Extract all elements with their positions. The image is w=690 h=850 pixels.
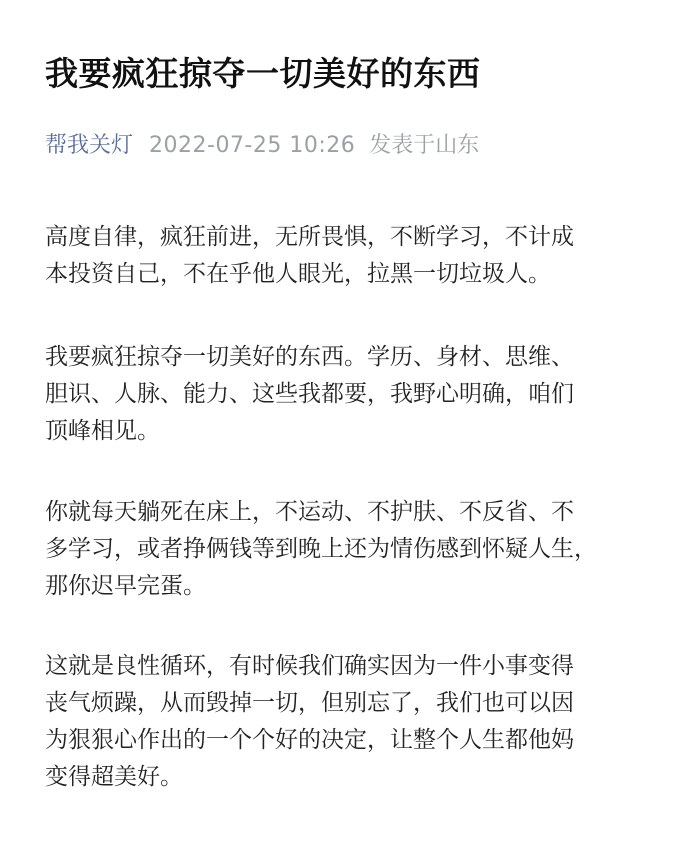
paragraph-2 bbox=[45, 339, 574, 450]
paragraph-line: 高度自律，疯狂前进，无所畏惧，不断学习，不计成 bbox=[45, 224, 574, 250]
paragraph-line: 变得超美好。 bbox=[45, 764, 183, 790]
paragraph-line: 我要疯狂掠夺一切美好的东西。学历、身材、思维、 bbox=[45, 344, 574, 370]
paragraph-line: 丧气烦躁，从而毁掉一切，但别忘了，我们也可以因 bbox=[45, 690, 574, 716]
paragraph-line: 胆识、人脉、能力、这些我都要，我野心明确，咱们 bbox=[45, 381, 574, 407]
article-title: 我要疯狂掠夺一切美好的东西 bbox=[45, 54, 481, 93]
article-meta bbox=[45, 128, 479, 164]
publish-location: 发表于山东 bbox=[369, 133, 480, 158]
paragraph-line: 多学习，或者挣俩钱等到晚上还为情伤感到怀疑人生， bbox=[45, 536, 597, 562]
paragraph-line: 为狠狠心作出的一个个好的决定，让整个人生都他妈 bbox=[45, 727, 574, 753]
paragraph-3 bbox=[45, 494, 597, 605]
publish-date: 2022-07-25 10:26 bbox=[149, 133, 356, 158]
paragraph-line: 你就每天躺死在床上，不运动、不护肤、不反省、不 bbox=[45, 499, 574, 525]
paragraph-line: 那你迟早完蛋。 bbox=[45, 573, 206, 599]
paragraph-line: 顶峰相见。 bbox=[45, 418, 160, 444]
paragraph-1 bbox=[45, 219, 574, 293]
author-name[interactable]: 帮我关灯 bbox=[45, 133, 134, 158]
paragraph-4 bbox=[45, 648, 574, 796]
paragraph-line: 本投资自己，不在乎他人眼光，拉黑一切垃圾人。 bbox=[45, 261, 551, 287]
paragraph-line: 这就是良性循环，有时候我们确实因为一件小事变得 bbox=[45, 653, 574, 679]
